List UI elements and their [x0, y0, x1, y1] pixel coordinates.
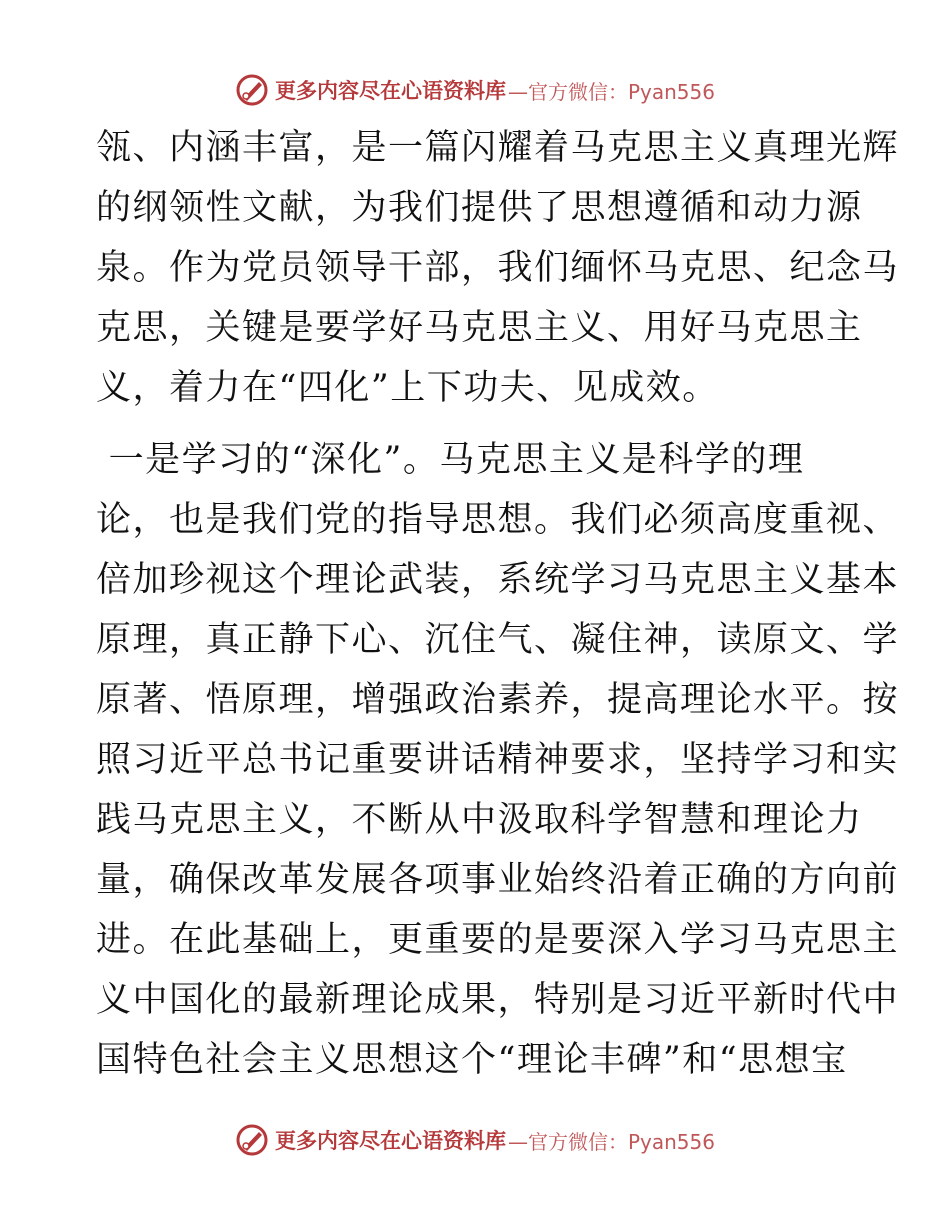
text-line: 论，也是我们党的指导思想。我们必须高度重视、	[96, 500, 900, 540]
text-line: 克思，关键是要学好马克思主义、用好马克思主	[96, 308, 863, 348]
pen-logo-icon	[235, 1123, 269, 1157]
text-line: 的纲领性文献，为我们提供了思想遵循和动力源	[96, 188, 863, 228]
text-line: 瓴、内涵丰富，是一篇闪耀着马克思主义真理光辉	[96, 128, 900, 168]
header-sub-text: —官方微信：Pyan556	[507, 79, 715, 104]
paragraph-2	[96, 430, 900, 1090]
header-main-text: 更多内容尽在心语资料库	[274, 78, 506, 103]
text-line: 泉。作为党员领导干部，我们缅怀马克思、纪念马	[96, 248, 900, 288]
text-line: 一是学习的“深化”。马克思主义是科学的理	[96, 440, 805, 480]
text-line: 倍加珍视这个理论武装，系统学习马克思主义基本	[96, 560, 900, 600]
text-line: 原著、悟原理，增强政治素养，提高理论水平。按	[96, 680, 900, 720]
text-line: 义，着力在“四化”上下功夫、见成效。	[96, 368, 719, 408]
text-line: 义中国化的最新理论成果，特别是习近平新时代中	[96, 980, 900, 1020]
footer-main-text: 更多内容尽在心语资料库	[274, 1128, 506, 1153]
footer-sub-text: —官方微信：Pyan556	[507, 1129, 715, 1154]
text-line: 国特色社会主义思想这个“理论丰碑”和“思想宝	[96, 1040, 848, 1080]
text-line: 进。在此基础上，更重要的是要深入学习马克思主	[96, 920, 900, 960]
text-line: 原理，真正静下心、沉住气、凝住神，读原文、学	[96, 620, 900, 660]
paragraph-1	[96, 118, 900, 418]
header-banner	[0, 73, 950, 107]
text-line: 照习近平总书记重要讲话精神要求，坚持学习和实	[96, 740, 900, 780]
footer-banner	[0, 1123, 950, 1157]
document-body	[96, 118, 900, 1090]
text-line: 践马克思主义，不断从中汲取科学智慧和理论力	[96, 800, 863, 840]
text-line: 量，确保改革发展各项事业始终沿着正确的方向前	[96, 860, 900, 900]
pen-logo-icon	[235, 73, 269, 107]
